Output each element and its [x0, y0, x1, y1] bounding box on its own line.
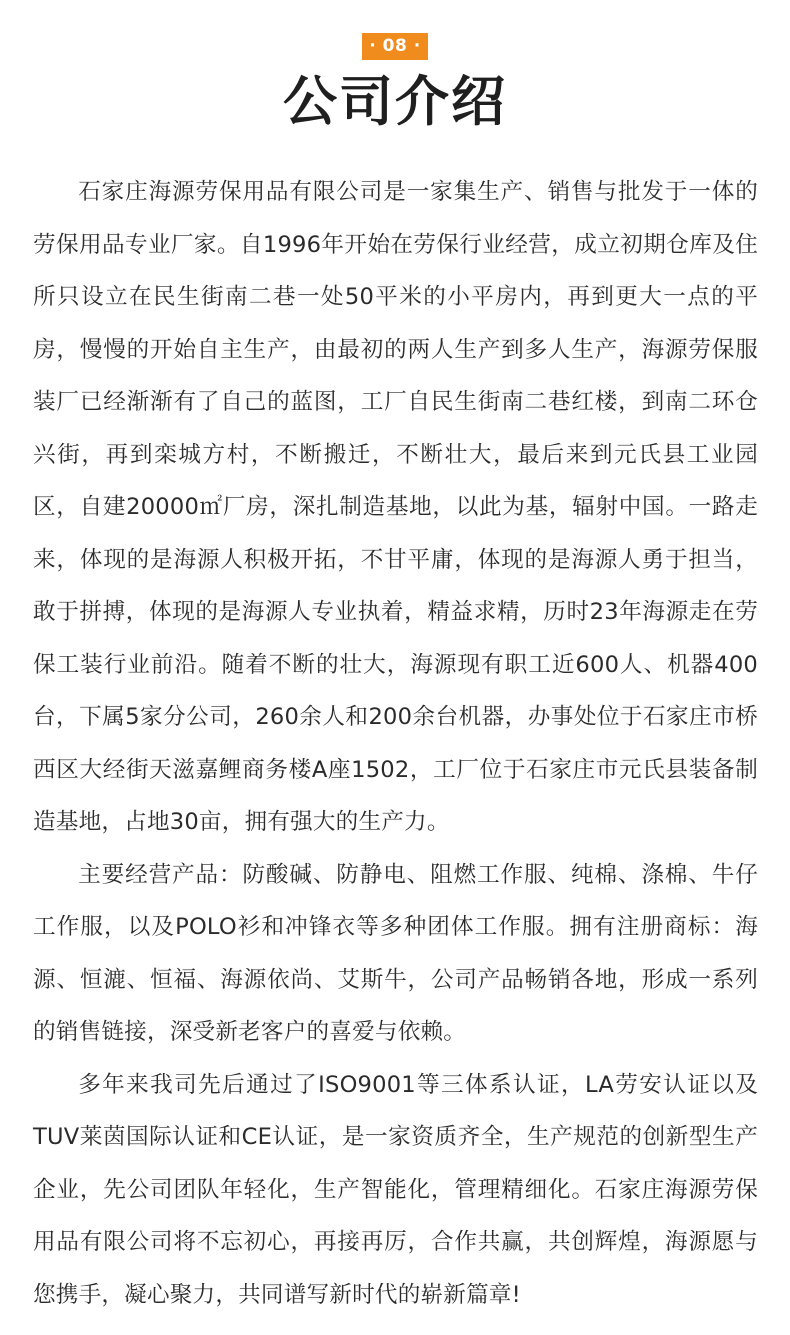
intro-paragraph-products: 主要经营产品：防酸碱、防静电、阻燃工作服、纯棉、涤棉、牛仔工作服，以及POLO衫和冲锋衣等多种团体工作服。拥有注册商标：海源、恒漉、恒福、海源依尚、艾斯牛，公司产品畅销各地，形成一系列的销售链接，深受新老客户的喜爱与依赖。 — [33, 861, 758, 1045]
company-intro-body — [33, 166, 758, 1321]
page-title: 公司介绍 — [283, 70, 507, 133]
section-number-badge: · 08 · — [362, 33, 428, 60]
intro-paragraph-certifications: 多年来我司先后通过了ISO9001等三体系认证，LA劳安认证以及TUV莱茵国际认证和CE认证，是一家资质齐全，生产规范的创新型生产企业，先公司团队年轻化，生产智能化，管理精细化。石家庄海源劳保用品有限公司将不忘初心，再接再厉，合作共赢，共创辉煌，海源愿与您携手，凝心聚力，共同谱写新时代的崭新篇章! — [33, 1071, 758, 1308]
intro-paragraph-history: 石家庄海源劳保用品有限公司是一家集生产、销售与批发于一体的劳保用品专业厂家。自1996年开始在劳保行业经营，成立初期仓库及住所只设立在民生街南二巷一处50平米的小平房内，再到更大一点的平房，慢慢的开始自主生产，由最初的两人生产到多人生产，海源劳保服装厂已经渐渐有了自己的蓝图，工厂自民生街南二巷红楼，到南二环仓兴街，再到栾城方村，不断搬迁，不断壮大，最后来到元氏县工业园区，自建20000㎡厂房，深扎制造基地，以此为基，辐射中国。一路走来，体现的是海源人积极开拓，不甘平庸，体现的是海源人勇于担当，敢于拼搏，体现的是海源人专业执着，精益求精，历时23年海源走在劳保工装行业前沿。随着不断的壮大，海源现有职工近600人、机器400台，下属5家分公司，260余人和200余台机器，办事处位于石家庄市桥西区大经街天滋嘉鲤商务楼A座1502，工厂位于石家庄市元氏县装备制造基地，占地30亩，拥有强大的生产力。 — [33, 179, 758, 835]
